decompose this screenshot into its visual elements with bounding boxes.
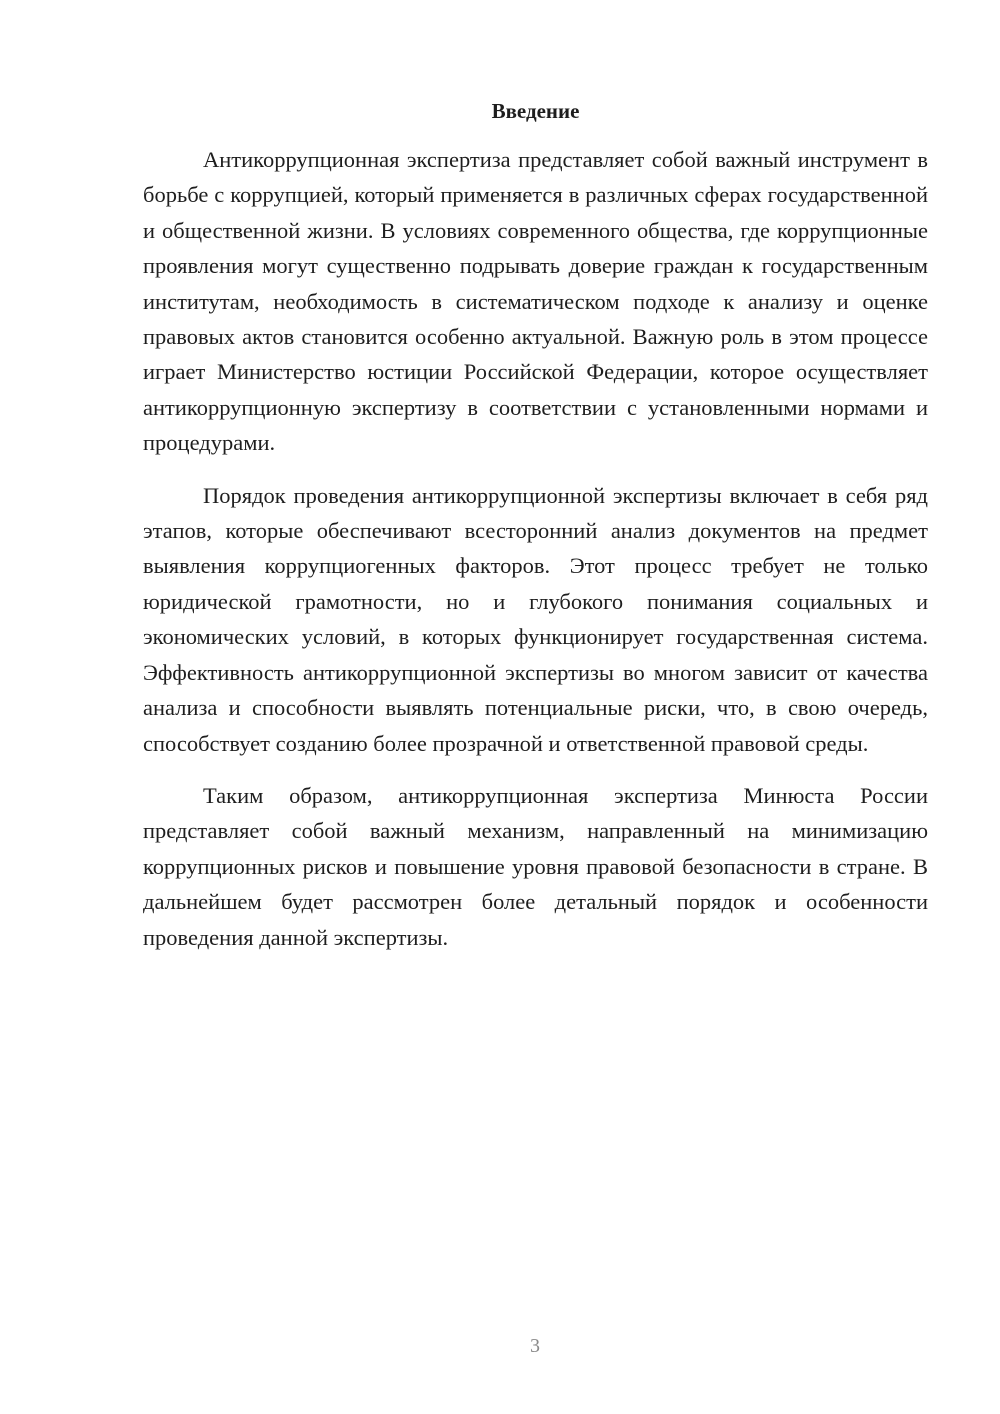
paragraph-2: Порядок проведения антикоррупционной экспертизы включает в себя ряд этапов, которые обеспечивают всесторонний анализ документов на предмет выявления коррупциогенных факторов. Этот процесс требует не только юридической грамотности, но и глубокого понимания социальных и экономических условий, в которых функционирует государственная система. Эффективность антикоррупционной экспертизы во многом зависит от качества анализа и способности выявлять потенциальные риски, что, в свою очередь, способствует созданию более прозрачной и ответственной правовой среды. <box>143 482 928 756</box>
page-number: 3 <box>530 1335 540 1357</box>
page-title: Введение <box>491 99 580 123</box>
paragraph-3: Таким образом, антикоррупционная экспертиза Минюста России представляет собой важный механизм, направленный на минимизацию коррупционных рисков и повышение уровня правовой безопасности в стране. В дальнейшем будет рассмотрен более детальный порядок и особенности проведения данной экспертизы. <box>143 782 928 950</box>
paragraph-1: Антикоррупционная экспертиза представляет собой важный инструмент в борьбе с коррупцией, который применяется в различных сферах государственной и общественной жизни. В условиях современного общества, где коррупционные проявления могут существенно подрывать доверие граждан к государственным институтам, необходимость в систематическом подходе к анализу и оценке правовых актов становится особенно актуальной. Важную роль в этом процессе играет Министерство юстиции Российской Федерации, которое осуществляет антикоррупционную экспертизу в соответствии с установленными нормами и процедурами. <box>143 147 928 456</box>
document-body <box>143 142 928 972</box>
